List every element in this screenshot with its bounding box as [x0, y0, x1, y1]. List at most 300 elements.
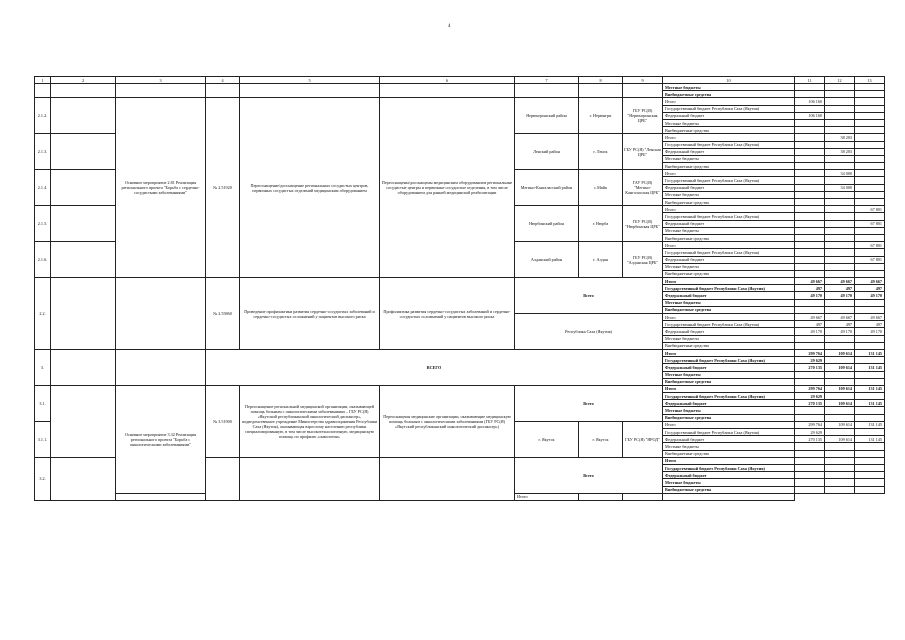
value-cell	[795, 105, 825, 112]
table-row	[35, 77, 885, 84]
row-label: Местные бюджеты	[663, 299, 795, 306]
city: г. Ленск	[579, 134, 623, 170]
column-header: 13	[855, 77, 885, 84]
value-cell: 299 764	[795, 349, 825, 356]
row-label: Государственный бюджет Республики Саха (Якутия)	[663, 105, 795, 112]
row-number: 3.1.	[35, 385, 51, 421]
value-cell	[795, 199, 825, 206]
value-cell	[825, 306, 855, 313]
value-cell	[855, 472, 885, 479]
row-label: Государственный бюджет Республики Саха (Якутия)	[663, 285, 795, 292]
city: г. Алдан	[579, 242, 623, 278]
column-header: 3	[116, 77, 206, 84]
value-cell: 497	[825, 285, 855, 292]
row-label: Государственный бюджет Республики Саха (Якутия)	[663, 321, 795, 328]
value-cell	[825, 112, 855, 119]
value-cell	[795, 84, 825, 91]
value-cell: 34 000	[825, 184, 855, 191]
value-cell: 49 170	[825, 292, 855, 299]
value-cell	[855, 119, 885, 126]
value-cell	[855, 457, 885, 464]
value-cell	[825, 429, 855, 436]
value-cell	[825, 220, 855, 227]
row-label: Государственный бюджет Республики Саха (Якутия)	[663, 249, 795, 256]
value-cell	[795, 170, 825, 177]
value-cell: 49 667	[855, 314, 885, 321]
row-label: Итого	[663, 242, 795, 249]
value-cell: 49 667	[795, 314, 825, 321]
value-cell	[855, 306, 885, 313]
table-cell	[51, 84, 116, 98]
city: г. Нюрба	[579, 206, 623, 242]
value-cell: 49 170	[855, 328, 885, 335]
value-cell	[855, 227, 885, 234]
value-cell	[855, 393, 885, 400]
value-cell	[855, 84, 885, 91]
organization: ГБУ РС(Я) "Алданская ЦРБ"	[623, 242, 663, 278]
value-cell	[855, 127, 885, 134]
value-cell	[795, 479, 825, 486]
row-label: Внебюджетные средства	[663, 486, 795, 493]
table-cell	[579, 84, 623, 98]
value-cell	[795, 249, 825, 256]
value-cell	[825, 256, 855, 263]
value-cell	[795, 270, 825, 277]
value-cell: 299 764	[795, 385, 825, 392]
value-cell	[795, 91, 825, 98]
value-cell	[825, 371, 855, 378]
column-header: 12	[825, 77, 855, 84]
value-cell	[825, 443, 855, 450]
row-number: 3.1.1.	[35, 421, 51, 457]
value-cell: 29 629	[795, 393, 825, 400]
value-cell: 497	[825, 321, 855, 328]
row-label: Местные бюджеты	[663, 479, 795, 486]
value-cell: 299 764	[795, 421, 825, 428]
row-label: Внебюджетные средства	[663, 270, 795, 277]
row-label: Местные бюджеты	[663, 407, 795, 414]
value-cell	[825, 249, 855, 256]
value-cell	[855, 479, 885, 486]
column-header: 9	[623, 77, 663, 84]
value-cell	[855, 450, 885, 457]
table-cell	[116, 349, 206, 385]
value-cell	[795, 234, 825, 241]
district: Мегино-Кангаласский район	[515, 170, 579, 206]
value-cell	[825, 91, 855, 98]
value-cell	[855, 299, 885, 306]
value-cell: 49 667	[825, 314, 855, 321]
row-number: 2.1.4.	[35, 170, 51, 206]
row-label: Итого	[663, 170, 795, 177]
value-cell	[855, 199, 885, 206]
value-cell: 109 614	[825, 364, 855, 371]
measure-description: Проведение профилактики развития сердечно-сосудистых заболеваний и сердечно-сосудистых осложнений у пациентов высокого риска	[240, 278, 380, 350]
district: Нерюнгринский район	[515, 98, 579, 134]
value-cell	[855, 234, 885, 241]
measure-code: № 2.51920	[206, 98, 240, 278]
value-cell: 131 145	[855, 349, 885, 356]
region: Республика Саха (Якутия)	[515, 314, 663, 350]
value-cell: 38 203	[825, 148, 855, 155]
value-cell	[795, 213, 825, 220]
table-cell	[35, 84, 51, 98]
column-header: 4	[206, 77, 240, 84]
table-cell	[51, 170, 116, 206]
value-cell	[825, 263, 855, 270]
value-cell	[825, 98, 855, 105]
value-cell	[855, 91, 885, 98]
value-cell: 497	[795, 321, 825, 328]
value-cell	[795, 486, 825, 493]
value-cell	[825, 450, 855, 457]
district: г. Якутск	[515, 421, 579, 457]
value-cell	[855, 371, 885, 378]
value-cell	[855, 155, 885, 162]
value-cell	[855, 163, 885, 170]
value-cell	[855, 112, 885, 119]
table-cell	[116, 84, 206, 98]
value-cell	[855, 464, 885, 471]
organization: ГБУ РС(Я) "Нерюнгринская ЦРБ"	[623, 98, 663, 134]
value-cell	[825, 486, 855, 493]
row-label: Федеральный бюджет	[663, 220, 795, 227]
value-cell	[825, 242, 855, 249]
row-label: Федеральный бюджет	[663, 328, 795, 335]
value-cell	[795, 472, 825, 479]
value-cell	[855, 141, 885, 148]
row-label: Итого	[515, 493, 579, 500]
value-cell	[855, 270, 885, 277]
table-row	[35, 385, 885, 392]
table-row	[35, 349, 885, 356]
value-cell: 49 170	[795, 292, 825, 299]
row-label: Местные бюджеты	[663, 371, 795, 378]
value-cell	[825, 472, 855, 479]
row-label: Федеральный бюджет	[663, 112, 795, 119]
table-cell	[51, 349, 116, 385]
row-label: Государственный бюджет Республики Саха (Якутия)	[663, 393, 795, 400]
row-number: 2.1.6.	[35, 242, 51, 278]
value-cell	[795, 184, 825, 191]
value-cell	[825, 199, 855, 206]
row-label: Местные бюджеты	[663, 227, 795, 234]
grand-total-label: ВСЕГО	[206, 349, 663, 385]
row-label: Итого	[663, 134, 795, 141]
value-cell	[795, 414, 825, 421]
row-label: Внебюджетные средства	[663, 199, 795, 206]
row-number: 2.1.3.	[35, 134, 51, 170]
row-label: Местные бюджеты	[663, 335, 795, 342]
table-cell	[623, 84, 663, 98]
row-label: Федеральный бюджет	[663, 436, 795, 443]
value-cell	[795, 127, 825, 134]
row-label: Итого	[663, 278, 795, 285]
budget-table	[34, 76, 885, 501]
value-cell	[855, 177, 885, 184]
row-label: Внебюджетные средства	[663, 414, 795, 421]
row-label: Итого	[663, 98, 795, 105]
value-cell	[825, 155, 855, 162]
row-label: Внебюджетные средства	[663, 127, 795, 134]
value-cell: 34 000	[825, 170, 855, 177]
value-cell: 109 614	[825, 385, 855, 392]
table-cell	[206, 84, 240, 98]
total-label: Всего	[515, 278, 663, 314]
value-cell: 49 667	[795, 278, 825, 285]
value-cell	[855, 378, 885, 385]
value-cell	[795, 306, 825, 313]
value-cell	[825, 464, 855, 471]
value-cell	[795, 155, 825, 162]
organization: ГБУ РС(Я) "ЯРОД"	[623, 421, 663, 457]
row-label: Внебюджетные средства	[663, 306, 795, 313]
row-number: 2.1.5.	[35, 206, 51, 242]
total-label: Всего	[515, 385, 663, 421]
column-header: 10	[663, 77, 795, 84]
value-cell: 497	[855, 321, 885, 328]
measure-code: № 2.55860	[206, 278, 240, 350]
row-label: Местные бюджеты	[663, 84, 795, 91]
value-cell: 131 145	[855, 421, 885, 428]
value-cell	[855, 148, 885, 155]
value-cell: 49 170	[855, 292, 885, 299]
value-cell	[825, 213, 855, 220]
row-label: Местные бюджеты	[663, 119, 795, 126]
measure-result: Переоснащены медицинские организации, оказывающие медицинскую помощь больным с онкологическими заболеваниями (ГБУ РС(Я) «Якутский республиканский онкологический диспансер»)	[380, 385, 515, 457]
value-cell	[795, 450, 825, 457]
value-cell	[795, 148, 825, 155]
row-label: Федеральный бюджет	[663, 364, 795, 371]
value-cell: 497	[795, 285, 825, 292]
table-cell	[515, 84, 579, 98]
value-cell	[825, 457, 855, 464]
row-label: Государственный бюджет Республики Саха (Якутия)	[663, 464, 795, 471]
measure-name: Основное мероприятие 3.32 Реализация регионального проекта "Борьба с онкологическими заболеваниями"	[116, 385, 206, 493]
table-cell	[579, 493, 623, 500]
table-cell	[51, 385, 116, 457]
value-cell	[855, 170, 885, 177]
measure-result: Профилактика развития сердечно-сосудистых заболеваний и сердечно-сосудистых осложнений у пациентов высокого риска	[380, 278, 515, 350]
value-cell	[795, 227, 825, 234]
value-cell: 131 145	[855, 436, 885, 443]
value-cell	[795, 141, 825, 148]
value-cell: 270 135	[795, 400, 825, 407]
value-cell	[855, 407, 885, 414]
table-row	[35, 278, 885, 285]
value-cell	[825, 227, 855, 234]
value-cell: 497	[855, 285, 885, 292]
value-cell	[855, 342, 885, 349]
district: Ленский район	[515, 134, 579, 170]
value-cell	[795, 464, 825, 471]
row-label: Федеральный бюджет	[663, 148, 795, 155]
value-cell	[825, 270, 855, 277]
column-header: 5	[240, 77, 380, 84]
row-label: Итого	[663, 349, 795, 356]
value-cell	[825, 206, 855, 213]
row-label: Местные бюджеты	[663, 191, 795, 198]
row-label: Итого	[663, 421, 795, 428]
value-cell: 49 667	[825, 278, 855, 285]
row-label: Государственный бюджет Республики Саха (Якутия)	[663, 177, 795, 184]
value-cell	[825, 479, 855, 486]
table-cell	[51, 457, 116, 500]
value-cell	[825, 191, 855, 198]
value-cell	[825, 84, 855, 91]
value-cell	[825, 414, 855, 421]
value-cell: 29 629	[795, 429, 825, 436]
measure-name: Основное мероприятие 2.81 Реализация регионального проекта "Борьба с сердечно-сосудистыми заболеваниями"	[116, 98, 206, 278]
value-cell: 270 135	[795, 364, 825, 371]
city: г. Нерюнгри	[579, 98, 623, 134]
organization: ГБУ РС(Я) "Ленская ЦРБ"	[623, 134, 663, 170]
value-cell	[855, 414, 885, 421]
value-cell	[855, 134, 885, 141]
value-cell: 270 135	[795, 436, 825, 443]
value-cell	[825, 141, 855, 148]
table-cell	[380, 457, 515, 500]
value-cell: 38 203	[825, 134, 855, 141]
value-cell	[825, 127, 855, 134]
value-cell	[855, 191, 885, 198]
value-cell	[825, 177, 855, 184]
column-header: 6	[380, 77, 515, 84]
value-cell	[855, 184, 885, 191]
row-label: Местные бюджеты	[663, 263, 795, 270]
column-header: 7	[515, 77, 579, 84]
value-cell: 29 629	[795, 357, 825, 364]
row-label: Внебюджетные средства	[663, 378, 795, 385]
table-cell	[623, 493, 663, 500]
table-cell	[240, 84, 380, 98]
value-cell: 109 614	[825, 421, 855, 428]
measure-result: Переоснащены/дооснащены медицинским оборудованием региональные сосудистые центры и первичные сосудистые отделения, в том числе оборудованием для ранней медицинской реабилитации	[380, 98, 515, 278]
table-cell	[51, 134, 116, 170]
value-cell	[825, 234, 855, 241]
value-cell: 67 801	[855, 256, 885, 263]
row-label: Внебюджетные средства	[663, 234, 795, 241]
table-cell	[51, 206, 116, 242]
value-cell	[795, 119, 825, 126]
row-label: Итого	[663, 314, 795, 321]
value-cell	[795, 242, 825, 249]
column-header: 8	[579, 77, 623, 84]
value-cell	[795, 407, 825, 414]
table-cell	[51, 242, 116, 278]
value-cell	[825, 299, 855, 306]
table-row	[35, 98, 885, 105]
value-cell	[855, 213, 885, 220]
table-cell	[116, 278, 206, 350]
row-label: Федеральный бюджет	[663, 184, 795, 191]
value-cell	[825, 357, 855, 364]
row-label: Итого	[663, 385, 795, 392]
district: Алданский район	[515, 242, 579, 278]
row-number: 2.1.2.	[35, 98, 51, 134]
value-cell	[795, 220, 825, 227]
total-label: Всего	[515, 457, 663, 493]
value-cell: 67 801	[855, 206, 885, 213]
column-header: 11	[795, 77, 825, 84]
row-label: Федеральный бюджет	[663, 292, 795, 299]
value-cell	[795, 457, 825, 464]
value-cell: 109 614	[825, 436, 855, 443]
value-cell	[795, 371, 825, 378]
row-label: Федеральный бюджет	[663, 472, 795, 479]
row-label: Итого	[663, 457, 795, 464]
row-label: Государственный бюджет Республики Саха (Якутия)	[663, 141, 795, 148]
value-cell	[795, 177, 825, 184]
district: Нюрбинский район	[515, 206, 579, 242]
table-cell	[51, 278, 116, 350]
value-cell	[795, 191, 825, 198]
value-cell	[825, 163, 855, 170]
row-number: 2.2.	[35, 278, 51, 350]
row-label: Государственный бюджет Республики Саха (Якутия)	[663, 357, 795, 364]
value-cell	[825, 105, 855, 112]
column-header: 1	[35, 77, 51, 84]
value-cell	[795, 134, 825, 141]
value-cell	[855, 429, 885, 436]
value-cell	[795, 443, 825, 450]
value-cell: 67 801	[855, 220, 885, 227]
row-label: Внебюджетные средства	[663, 163, 795, 170]
organization: ГАУ РС(Я) "Мегино-Кангаласская ЦРБ"	[623, 170, 663, 206]
page-number: 4	[448, 24, 451, 29]
value-cell: 131 145	[855, 364, 885, 371]
row-label: Итого	[663, 206, 795, 213]
value-cell	[795, 206, 825, 213]
value-cell: 106 160	[795, 112, 825, 119]
row-label: Местные бюджеты	[663, 155, 795, 162]
row-label: Внебюджетные средства	[663, 450, 795, 457]
value-cell	[855, 357, 885, 364]
city: с.Майя	[579, 170, 623, 206]
value-cell: 131 145	[855, 400, 885, 407]
organization: ГБУ РС(Я) "Нюрбинская ЦРБ"	[623, 206, 663, 242]
value-cell	[855, 486, 885, 493]
value-cell	[825, 393, 855, 400]
value-cell	[795, 378, 825, 385]
row-label: Федеральный бюджет	[663, 256, 795, 263]
value-cell	[795, 299, 825, 306]
value-cell	[795, 335, 825, 342]
value-cell: 49 667	[855, 278, 885, 285]
value-cell	[855, 335, 885, 342]
table-row	[35, 84, 885, 91]
table-cell	[116, 493, 380, 500]
city: г. Якутск	[579, 421, 623, 457]
value-cell: 109 614	[825, 400, 855, 407]
measure-code: № 3.51900	[206, 385, 240, 457]
row-label: Государственный бюджет Республики Саха (Якутия)	[663, 213, 795, 220]
table-cell	[380, 84, 515, 98]
row-label: Внебюджетные средства	[663, 342, 795, 349]
row-number: 3.2.	[35, 457, 51, 500]
value-cell	[795, 163, 825, 170]
value-cell	[825, 378, 855, 385]
table-cell	[51, 98, 116, 134]
row-number: 3.	[35, 349, 51, 385]
value-cell: 49 170	[795, 328, 825, 335]
row-label: Государственный бюджет Республики Саха (Якутия)	[663, 429, 795, 436]
row-label: Внебюджетные средства	[663, 91, 795, 98]
value-cell	[825, 119, 855, 126]
value-cell	[855, 105, 885, 112]
value-cell	[855, 98, 885, 105]
value-cell: 49 170	[825, 328, 855, 335]
